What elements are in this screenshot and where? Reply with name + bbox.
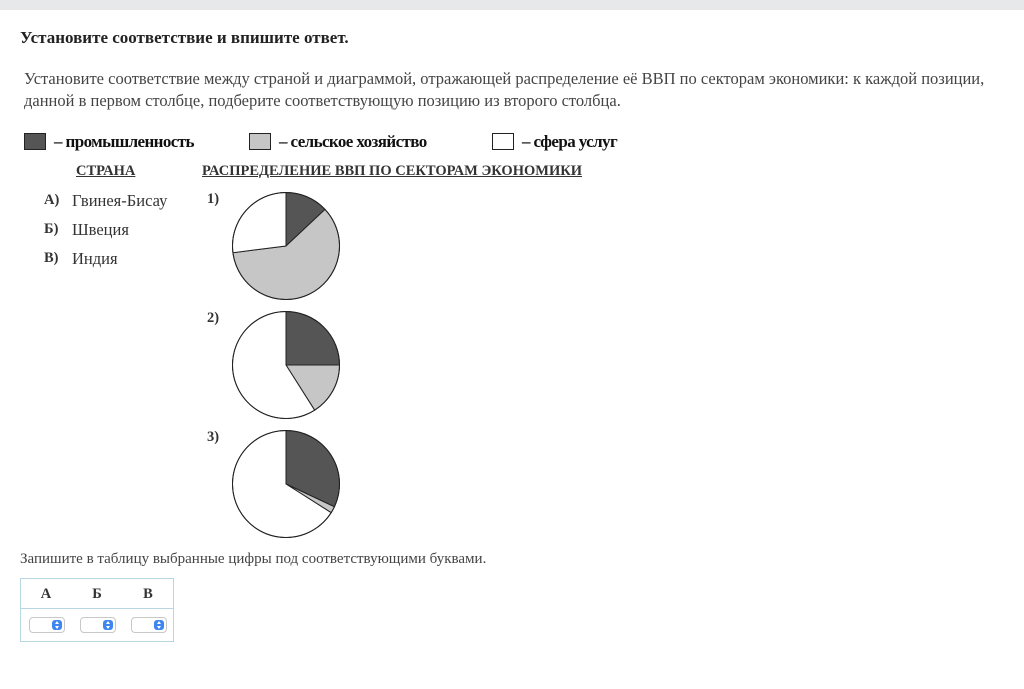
country-letter: А) — [44, 192, 60, 208]
select-arrows-icon — [103, 620, 113, 630]
pie-chart-2 — [231, 310, 343, 422]
pie-chart-3 — [231, 429, 343, 541]
top-bar — [0, 0, 1024, 10]
pie-number-3: 3) — [207, 429, 220, 445]
answer-select-b[interactable] — [80, 617, 116, 633]
country-header: СТРАНА — [76, 163, 136, 179]
task-description: Установите соответствие между страной и диаграммой, отражающей распределение её ВВП по секторам экономики: к каждой позиции, данной в первом столбце, подберите соответствующую позицию из второго столбца. — [24, 69, 985, 110]
country-letter: Б) — [44, 221, 59, 237]
country-name: Швеция — [72, 220, 129, 239]
answer-select-a[interactable] — [29, 617, 65, 633]
pie-chart-1 — [231, 191, 343, 303]
country-name: Индия — [72, 249, 118, 268]
distribution-header: РАСПРЕДЕЛЕНИЕ ВВП ПО СЕКТОРАМ ЭКОНОМИКИ — [202, 163, 583, 179]
answer-column-v: В — [143, 586, 153, 602]
answer-column-a: А — [40, 586, 52, 602]
select-arrows-icon — [52, 620, 62, 630]
pie-number-1: 1) — [207, 191, 220, 207]
industry-swatch — [24, 133, 46, 150]
task-title: Установите соответствие и впишите ответ. — [20, 28, 349, 47]
answer-instruction: Запишите в таблицу выбранные цифры под соответствующими буквами. — [20, 551, 487, 567]
pie-number-2: 2) — [207, 310, 220, 326]
answer-table — [20, 578, 174, 642]
country-name: Гвинея-Бисау — [72, 191, 168, 210]
services-swatch — [492, 133, 514, 150]
agriculture-swatch — [249, 133, 271, 150]
answer-header-row — [21, 579, 173, 609]
select-arrows-icon — [154, 620, 164, 630]
legend-agriculture-label: – сельское хозяйство — [279, 132, 427, 151]
country-letter: В) — [44, 250, 59, 266]
legend-services-label: – сфера услуг — [522, 132, 618, 151]
answer-select-v[interactable] — [131, 617, 167, 633]
answer-column-b: Б — [92, 586, 102, 602]
pie-slice-industry — [286, 312, 340, 366]
legend-industry-label: – промышленность — [54, 132, 194, 151]
pie-slice-services — [232, 193, 286, 253]
